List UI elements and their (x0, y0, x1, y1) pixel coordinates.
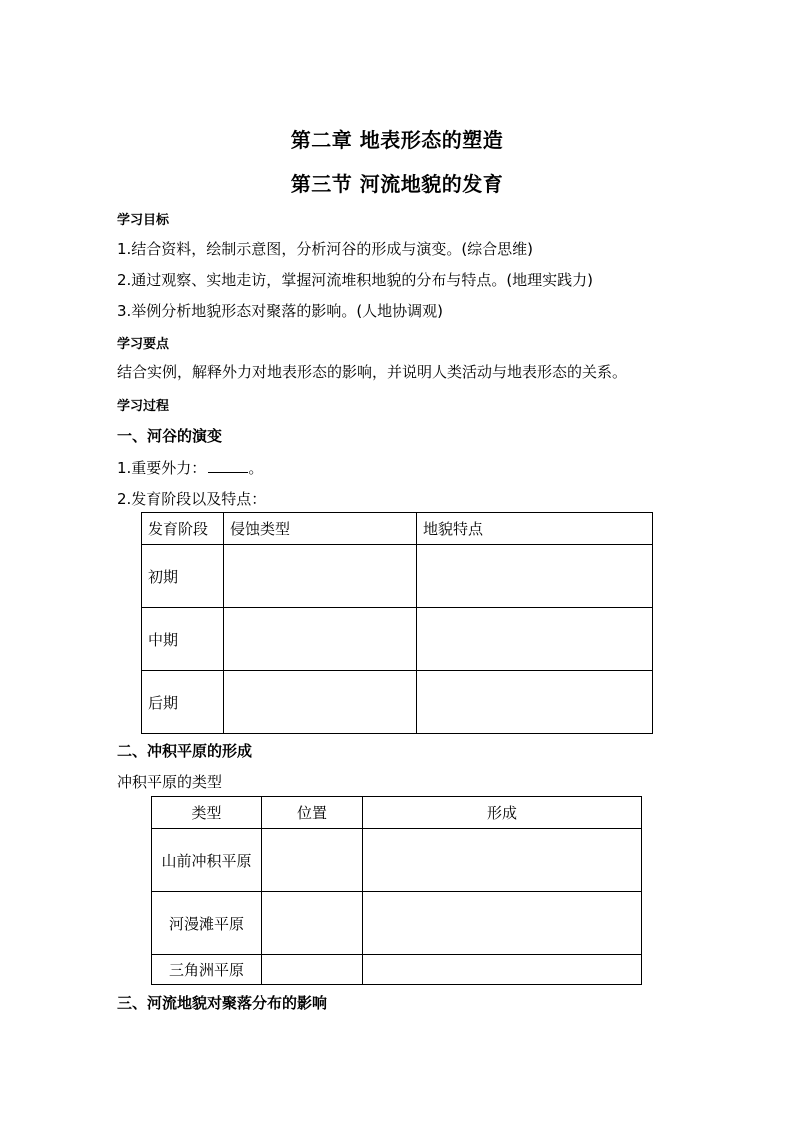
answer-blank[interactable] (208, 458, 248, 473)
row-label-cell: 后期 (142, 671, 224, 734)
answer-cell[interactable] (224, 608, 417, 671)
table-row (152, 892, 642, 955)
row-label-cell: 中期 (142, 608, 224, 671)
answer-cell[interactable] (363, 829, 642, 892)
part3-heading: 三、河流地貌对聚落分布的影响 (117, 994, 328, 1012)
process-heading: 学习过程 (117, 399, 170, 414)
q1-prefix: 1.重要外力： (117, 459, 207, 477)
table-row (152, 955, 642, 985)
table-header-cell: 类型 (152, 797, 262, 829)
river-valley-stage-table (141, 512, 653, 734)
table-row (142, 671, 653, 734)
row-label-cell: 初期 (142, 545, 224, 608)
answer-cell[interactable] (224, 545, 417, 608)
part1-question-2: 2.发育阶段以及特点： (117, 490, 267, 508)
goal-item-3: 3.举例分析地貌形态对聚落的影响。(人地协调观) (117, 302, 444, 320)
table-row (142, 608, 653, 671)
q1-suffix: 。 (248, 459, 264, 477)
table-header-cell: 发育阶段 (142, 513, 224, 545)
part1-heading: 一、河谷的演变 (117, 427, 223, 445)
part2-subheading: 冲积平原的类型 (117, 773, 223, 791)
answer-cell[interactable] (224, 671, 417, 734)
goals-heading: 学习目标 (117, 213, 170, 228)
answer-cell[interactable] (262, 892, 363, 955)
table-header-row (152, 797, 642, 829)
answer-cell[interactable] (262, 829, 363, 892)
goal-item-2: 2.通过观察、实地走访，掌握河流堆积地貌的分布与特点。(地理实践力) (117, 271, 594, 289)
answer-cell[interactable] (417, 545, 653, 608)
table-row (142, 545, 653, 608)
table-header-cell: 侵蚀类型 (224, 513, 417, 545)
table-header-cell: 形成 (363, 797, 642, 829)
answer-cell[interactable] (417, 608, 653, 671)
answer-cell[interactable] (363, 892, 642, 955)
key-points-heading: 学习要点 (117, 337, 170, 352)
part1-question-1 (117, 457, 263, 478)
key-points-text: 结合实例，解释外力对地表形态的影响，并说明人类活动与地表形态的关系。 (117, 363, 628, 381)
table-row (152, 829, 642, 892)
row-label-cell: 山前冲积平原 (152, 829, 262, 892)
chapter-title: 第二章 地表形态的塑造 (290, 128, 504, 152)
table-header-row (142, 513, 653, 545)
answer-cell[interactable] (363, 955, 642, 985)
row-label-cell: 三角洲平原 (152, 955, 262, 985)
table-header-cell: 地貌特点 (417, 513, 653, 545)
alluvial-plain-table (151, 796, 642, 985)
part2-heading: 二、冲积平原的形成 (117, 742, 253, 760)
table-header-cell: 位置 (262, 797, 363, 829)
answer-cell[interactable] (417, 671, 653, 734)
row-label-cell: 河漫滩平原 (152, 892, 262, 955)
answer-cell[interactable] (262, 955, 363, 985)
section-title: 第三节 河流地貌的发育 (290, 172, 504, 196)
goal-item-1: 1.结合资料，绘制示意图，分析河谷的形成与演变。(综合思维) (117, 240, 534, 258)
